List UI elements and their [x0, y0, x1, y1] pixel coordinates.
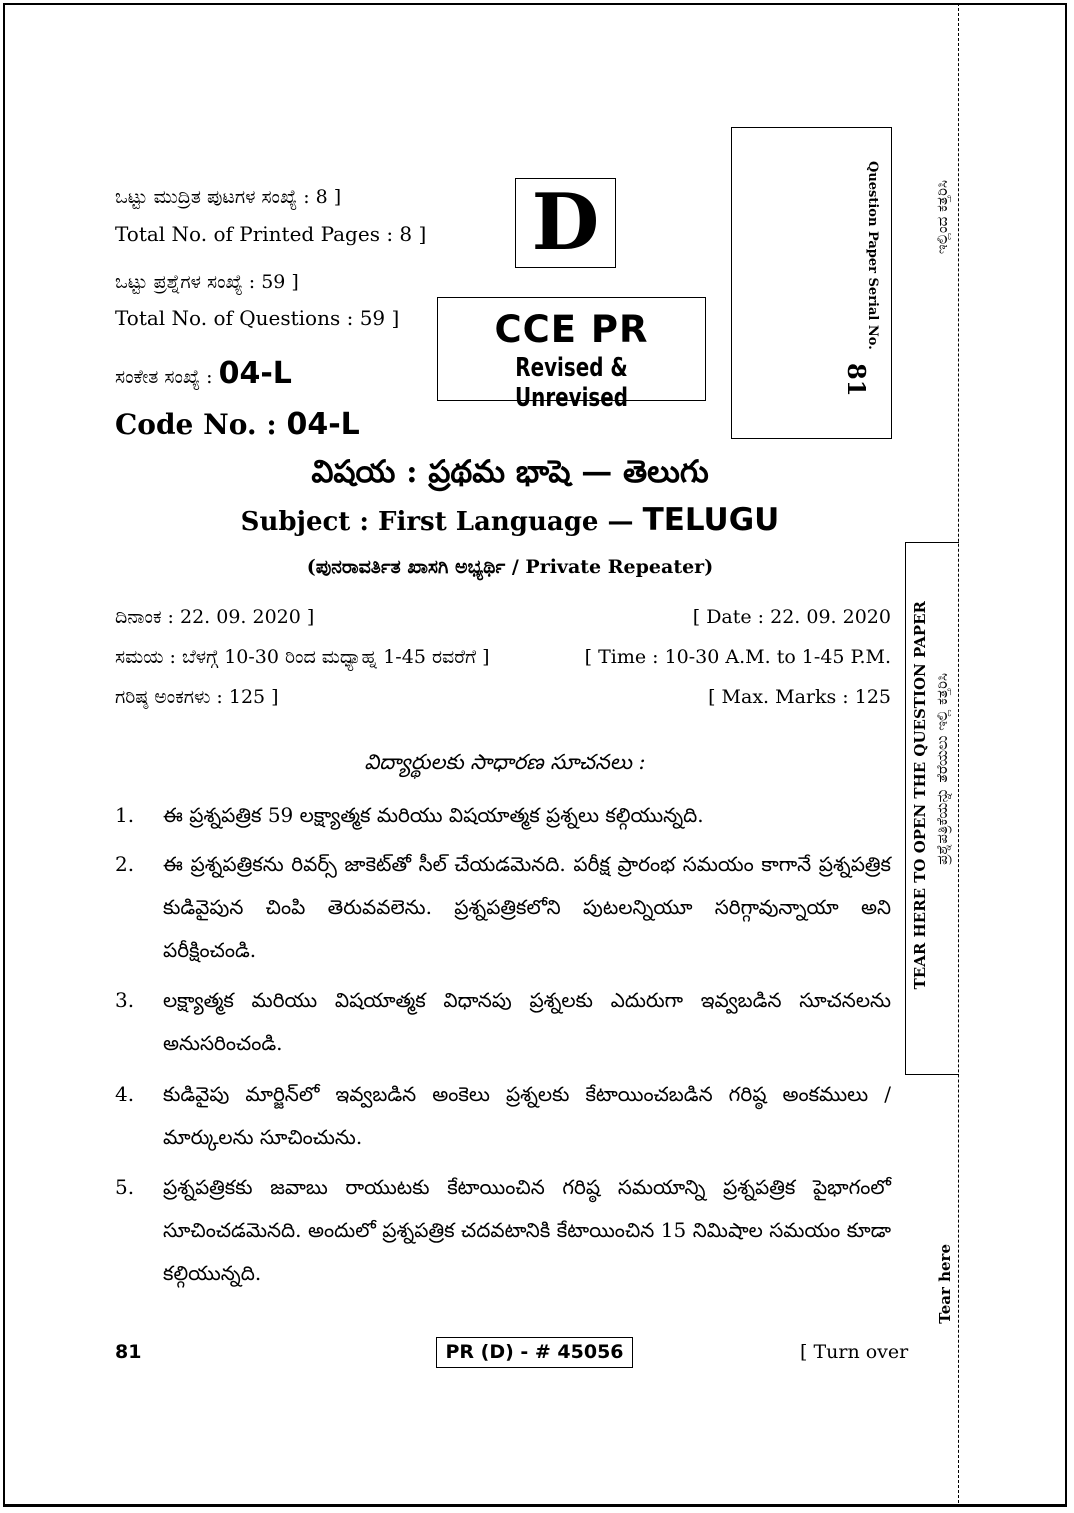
subject-telugu: విషయ : ప్రథమ భాషె — తెలుగు [311, 454, 709, 490]
footer-booklet-code: PR (D) - # 45056 [436, 1337, 633, 1368]
subject-english [0, 502, 1020, 538]
code-number-en [115, 407, 360, 442]
instruction-number: 4. [115, 1082, 135, 1106]
exam-title: CCE PR [494, 308, 649, 351]
instruction-number: 2. [115, 852, 135, 876]
instruction-item [115, 1073, 891, 1159]
instruction-text: ఈ ప్రశ్నపత్రికను రివర్స్ జాకెట్‌తో సీల్ చేయడమెనది. పరీక్ష ప్రారంభ సమయం కాగానే ప్రశ్నపత్రిక కుడివైపున చింపి తెరువవలెను. ప్రశ్నపత్రికలోని పుటలన్నియూ సరిగ్గావున్నాయా అని పరీక్షించండి. [163, 852, 891, 962]
instruction-text: కుడివైపు మార్జిన్‌లో ఇవ్వబడిన అంకెలు ప్రశ్నలకు కేటాయించబడిన గరిష్ఠ అంకములు / మార్కులను సూచించును. [163, 1082, 891, 1149]
subject-english-label: Subject : First Language — [240, 507, 634, 537]
date-en: [ Date : 22. 09. 2020 [692, 606, 891, 628]
instruction-item [115, 794, 891, 837]
exam-title-box [437, 297, 706, 413]
code-value-kn: 04-L [218, 356, 292, 391]
code-value-en: 04-L [286, 407, 360, 442]
tear-instruction-box [905, 542, 959, 1075]
exam-subtitle: Revised & Unrevised [515, 353, 628, 413]
time-kn: ಸಮಯ : ಬೆಳಗ್ಗೆ 10-30 ರಿಂದ ಮಧ್ಯಾಹ್ನ 1-45 ರವರೆಗೆ ] [115, 646, 490, 668]
serial-number: 81 [842, 363, 871, 397]
serial-label: Question Paper Serial No. [865, 161, 880, 350]
paper-set-box: D [515, 178, 616, 268]
instruction-text: ప్రశ్నపత్రికకు జవాబు రాయుటకు కేటాయించిన గరిష్ఠ సమయాన్ని ప్రశ్నపత్రిక పైభాగంలో సూచించడమెనది. అందులో ప్రశ్నపత్రిక చదవటానికి కేటాయించిన 15 నిమిషాల సమయం కూడా కల్గియున్నది. [163, 1175, 891, 1285]
subject-language: TELUGU [642, 502, 780, 538]
tear-here-bottom: Tear here [936, 1244, 954, 1324]
tear-here-en: TEAR HERE TO OPEN THE QUESTION PAPER [911, 601, 929, 990]
instruction-number: 5. [115, 1175, 135, 1199]
footer-page-number: 81 [115, 1341, 142, 1363]
max-marks-kn: ಗರಿಷ್ಠ ಅಂಕಗಳು : 125 ] [115, 686, 279, 708]
serial-number-box [731, 127, 892, 439]
candidate-type: (ಪುನರಾವರ್ತಿತ ಖಾಸಗಿ ಅಭ್ಯರ್ಥಿ / Private Repeater) [306, 556, 714, 578]
instructions-heading: విద్యార్థులకు సాధారణ సూచనలు : [364, 750, 646, 774]
date-kn: ದಿನಾಂಕ : 22. 09. 2020 ] [115, 606, 315, 628]
code-label-kn: ಸಂಕೇತ ಸಂಖ್ಯೆ : [115, 366, 213, 388]
printed-pages-en: Total No. of Printed Pages : 8 ] [115, 222, 427, 246]
questions-count-en: Total No. of Questions : 59 ] [115, 306, 400, 330]
instruction-number: 3. [115, 988, 135, 1012]
questions-count-kn: ಒಟ್ಟು ಪ್ರಶ್ನೆಗಳ ಸಂಖ್ಯೆ : 59 ] [115, 271, 299, 293]
instruction-text: ఈ ప్రశ్నపత్రిక 59 లక్ష్యాత్మక మరియు విషయాత్మక ప్రశ్నలు కల్గియున్నది. [163, 803, 704, 827]
instruction-item [115, 1166, 891, 1295]
tear-here-kn: ಪ್ರಶ್ನೆಪತ್ರಿಕೆಯನ್ನು ತೆರೆಯಲು ಇಲ್ಲಿ ಕತ್ತರಿಸಿ [933, 673, 951, 865]
instruction-text: లక్ష్యాత్మక మరియు విషయాత్మక విధానపు ప్రశ్నలకు ఎదురుగా ఇవ్వబడిన సూచనలను అనుసరించండి. [163, 988, 891, 1055]
cut-here-kn: ಇಲ್ಲಿಂದ ಕತ್ತರಿಸಿ [933, 180, 951, 255]
footer-turn-over: [ Turn over [800, 1341, 909, 1363]
time-en: [ Time : 10-30 A.M. to 1-45 P.M. [584, 646, 891, 668]
max-marks-en: [ Max. Marks : 125 [708, 686, 891, 708]
instruction-number: 1. [115, 803, 135, 827]
instruction-item [115, 979, 891, 1065]
code-number-kn [115, 356, 292, 391]
instruction-item [115, 843, 891, 972]
printed-pages-kn: ಒಟ್ಟು ಮುದ್ರಿತ ಪುಟಗಳ ಸಂಖ್ಯೆ : 8 ] [115, 186, 342, 208]
code-label-en: Code No. : [115, 408, 277, 441]
